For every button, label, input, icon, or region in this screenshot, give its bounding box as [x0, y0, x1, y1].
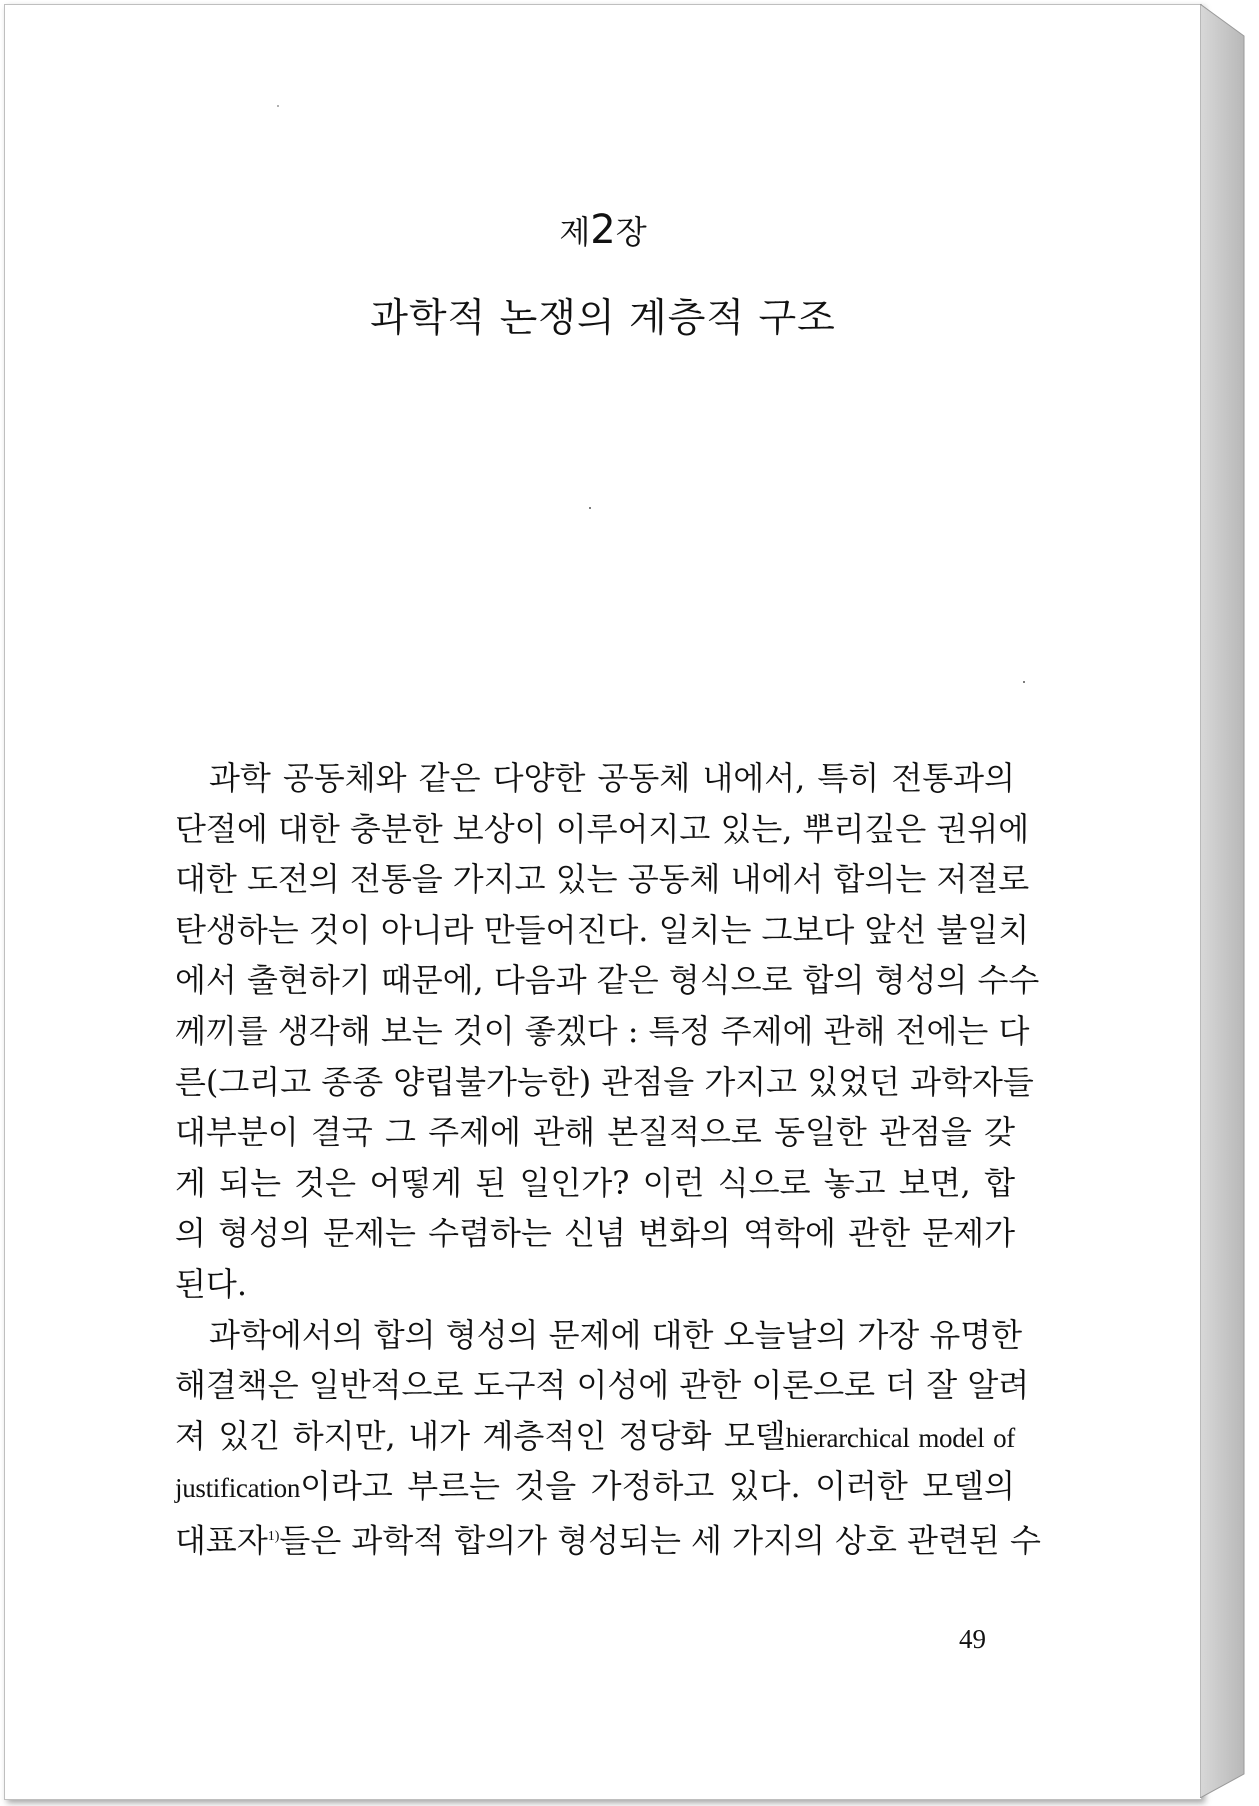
- text-segment: 대표자: [175, 1521, 268, 1560]
- text-line: [175, 1461, 1015, 1512]
- chapter-suffix: 장: [615, 213, 647, 251]
- text-line: 탄생하는 것이 아니라 만들어진다. 일치는 그보다 앞선 불일치: [175, 910, 1030, 949]
- text-segment: 져 있긴 하지만, 내가 계층적인 정당화 모델: [175, 1416, 786, 1455]
- page-edge-shading: [1200, 4, 1252, 1798]
- text-line: 단절에 대한 충분한 보상이 이루어지고 있는, 뿌리깊은 권위에: [175, 809, 1030, 848]
- chapter-title: 과학적 논쟁의 계층적 구조: [370, 296, 836, 341]
- body-text: [175, 753, 1041, 1563]
- text-line: 른(그리고 종종 양립불가능한) 관점을 가지고 있었던 과학자들: [175, 1062, 1034, 1101]
- text-line: 해결책은 일반적으로 도구적 이성에 관한 이론으로 더 잘 알려: [175, 1366, 1030, 1405]
- text-segment: 들은 과학적 합의가 형성되는 세 가지의 상호 관련된 수: [279, 1521, 1041, 1560]
- text-line: 과학 공동체와 같은 다양한 공동체 내에서, 특히 전통과의: [209, 759, 1015, 797]
- footnote-marker: 1): [267, 1528, 280, 1544]
- text-line: [175, 1512, 1041, 1563]
- text-line: 된다.: [175, 1264, 247, 1303]
- text-line: 에서 출현하기 때문에, 다음과 같은 형식으로 합의 형성의 수수: [175, 961, 1040, 1000]
- scan-speck: [589, 507, 591, 509]
- text-line: [175, 1411, 1015, 1462]
- text-line: 과학에서의 합의 형성의 문제에 대한 오늘날의 가장 유명한: [209, 1315, 1023, 1354]
- text-segment: 이라고 부르는 것을 가정하고 있다. 이러한 모델의: [300, 1467, 1015, 1506]
- scan-speck: [277, 105, 279, 107]
- english-term: hierarchical model of: [785, 1422, 1015, 1453]
- english-term: justification: [175, 1473, 301, 1504]
- chapter-label: [5, 207, 1201, 253]
- text-line: 께끼를 생각해 보는 것이 좋겠다 : 특정 주제에 관해 전에는 다: [175, 1011, 1030, 1050]
- scan-speck: [1023, 681, 1025, 683]
- text-line: 대한 도전의 전통을 가지고 있는 공동체 내에서 합의는 저절로: [175, 860, 1030, 899]
- chapter-prefix: 제: [559, 213, 591, 251]
- page-number: 49: [959, 1624, 986, 1654]
- text-line: 게 되는 것은 어떻게 된 일인가? 이런 식으로 놓고 보면, 합: [175, 1163, 1015, 1202]
- book-page: [4, 4, 1202, 1800]
- text-line: 의 형성의 문제는 수렴하는 신념 변화의 역학에 관한 문제가: [175, 1214, 1015, 1253]
- text-line: 대부분이 결국 그 주제에 관해 본질적으로 동일한 관점을 갖: [175, 1113, 1015, 1152]
- chapter-number: 2: [590, 207, 616, 253]
